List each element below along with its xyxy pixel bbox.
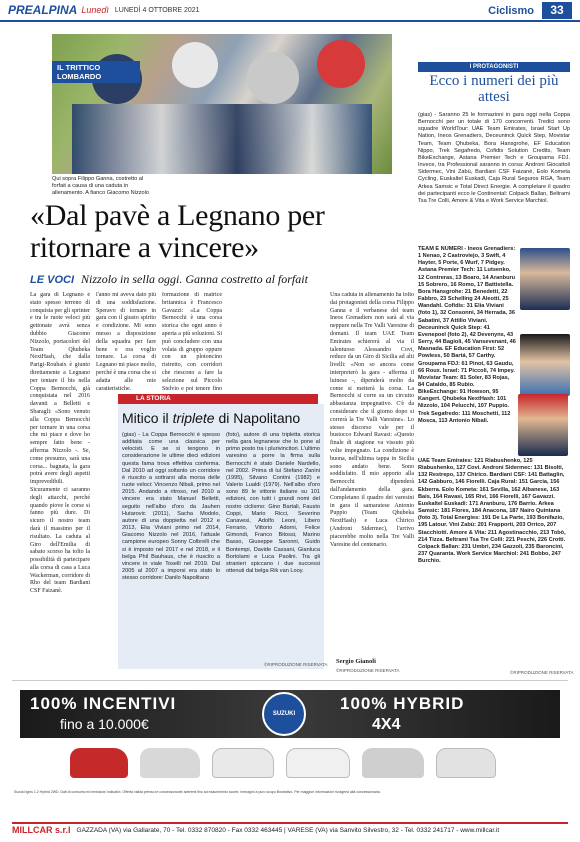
ad-fine-print: Suzuki Ignis 1.2 Hybrid 2WD. Dati di consumo ed emissioni indicativi. Offerta valida presso le concessionarie aderenti fino ad esaurimento scorte. Immagini a puro scopo illustrativo. Per maggiori informazioni rivolgersi alla concessionaria. (14, 790, 381, 794)
ad-amount: fino a 10.000€ (60, 716, 149, 732)
storia-title-prefix: Mitico il (122, 410, 173, 426)
article-column-1: La gara di Legnano è stato spesso terreno di conquista per gli sprinter e tra le ruote veloci più gettonate avrà senza dubbio Giacomo Nizzolo, portacolori del Team Qhubeka NextHash, che dalla Parigi-Roubaix è giunto direttamente a Legnano per tentare il bis nella Coppa Bernocchi, già conquistata nel 2016 davanti a Belletti e Sbaragli: «Sono venuto alla Coppa Bernocchi per tornare in una corsa che mi piace e dove ho sempre fatto bene - afferma Nizzolo -. Se, come presumo, sarà una corsa... bagnata, la gara potrà avere degli aspetti imprevedibili. Sicuramente ci saranno degli attacchi, perché quando piove le corse si fanno più dure. Di sicuro il nostro team darà il massimo per il risultato. La caduta al Giro dell'Emilia di sabato scorso ha tolto la possibilità di partecipare alla corsa di casa a Luca Wackerman, corridore di Rho del team Bardiani CSF Faizanè. (30, 292, 90, 595)
car-6 (436, 748, 496, 778)
section-name: Ciclismo (488, 5, 534, 17)
car-1 (70, 748, 128, 778)
ad-hybrid: 100% HYBRID (340, 694, 465, 713)
car-3 (212, 748, 274, 778)
car-2 (140, 748, 200, 778)
photo-tag: IL TRITTICO LOMBARDO (52, 61, 140, 83)
protagonisti-title: Ecco i numeri dei più attesi (429, 73, 559, 105)
newspaper-logo-sub: Lunedì (81, 5, 109, 15)
article-copyright: ©RIPRODUZIONE RISERVATA (336, 668, 400, 673)
storia-title (122, 410, 322, 426)
newspaper-logo: PREALPINA (8, 3, 78, 17)
protagonisti-label: I PROTAGONISTI (418, 62, 570, 72)
team-list-2: UAE Team Emirates: 121 Riabushenko, 125 Riabushenko, 127 Covi. Androni Sidermec: 131 Bisolti, 132 Restrepo, 137 Chirico. Bardiani CSF: 141 Battaglin, 142 Gabburo, 146 Fiorelli. Caja Rural: 151 Garcia, 156 Ekberra. Eolo Kometa: 161 Sevilla, 162 Albanese, 163 Bais, 164 Ravasi, 165 Rivi, 166 Fiorelli, 167 Gavazzi. Euskaltel Euskadi: 171 Aranburu, 176 Barrio. Arkea Samsic: 181 Flores, 184 Anacona, 187 Nairo Quintana (foto 3). Total Energies: 191 De La Parte, 193 Bonifazio, 195 Latour. Vini Zabù: 201 Frapporti, 203 Orrico, 207 Stacchiotti. Amore & Vita: 211 Agostinacchio, 213 Tobò, 214 Tizza. Beltrami Tsa Tre Colli: 221 Peschi, 226 Crotti. Colpack Ballan: 231 Umbri, 234 Gazzoli, 235 Baroncini, 237 Quaranta. Work Service Marchiol: 241 Bobbo, 247 Burchio. (418, 458, 566, 565)
ad-4x4: 4X4 (372, 716, 401, 733)
main-photo (52, 34, 392, 174)
article-author: Sergio Gianoli (336, 658, 376, 665)
article-kicker: LE VOCI (30, 274, 75, 286)
storia-title-suffix: di Napolitano (214, 410, 301, 426)
article-subheadline (30, 272, 420, 287)
article-column-3: formazione di matrice britannica è Francesco Gavazzi: «La Coppa Bernocchi è una corsa storica che ogni anno è aperta a più soluzioni. Si può concludere con una volata di gruppo oppure con un plotoncino ristretto, con corridori che riescono a fare la selezione sul Piccolo Stelvio e poi tenere fino (162, 292, 222, 392)
storia-label: LA STORIA (118, 394, 318, 404)
storia-copyright: ©RIPRODUZIONE RISERVATA (264, 662, 328, 667)
team-list-1: TEAM E NUMERI - Ineos Grenadiers: 1 Nenao, 2 Castroviejo, 3 Swift, 4 Hayter, 5 Porte, 6 Wurf, 7 Pidgey. Astana Premier Tech: 11 Lutsenko, 12 Contreras, 13 Boaro, 14 Aranburu 15 Sobrero, 16 Romo, 17 Battistella. Bora Hansgrohe: 21 Benedetti, 22 Fabbro, 23 Schelling 24 Aleotti, 25 Wandahl. Cofidis: 31 Elia Viviani (foto 1), 32 Consonni, 34 Herrada, 36 Sabatini, 37 Attilio Viviani. Deceuninck Quick Step: 41 Evenepoel (foto 2), 42 Devenyns, 43 Serry, 44 Bagioli, 45 Vansevenant, 46 Masnada. EF Education First: 52 Powless, 50 Bartá, 57 Carthy. Groupama FDJ: 61 Pinot, 63 Gaudu, 66 Roux. Israel: 71 Piccoli, 74 Impey. Movistar Team: 81 Soler, 83 Rojas, 84 Cataldo, 85 Rubio. BikeExchange: 91 Howson, 95 Kangert. Qhubeka NextHash: 101 Nizzolo, 104 Pelucchi, 107 Puppio. Trek Segafredo: 111 Moschetti, 112 Mosca, 113 Antonio Nibali. (418, 246, 516, 424)
article-headline: «Dal pavè a Legnano per ritornare a vincere» (30, 199, 325, 264)
ad-brand-badge (262, 692, 306, 736)
car-4 (286, 748, 350, 778)
storia-column-1: (gias) - La Coppa Bernocchi è spesso additata come una classica per velocisti. E se si tengono in considerazione le ultime dieci edizioni questa fama trova effettiva conferma. Dal 2010 ad oggi soltanto un corridore è riuscito a sottrarsi alla morsa delle ruote veloci: Vincenzo Nibali, primo nel 2015. Andando a ritroso, nel 2010 a vincere era stato Manuel Belletti, seguito nell'albo d'oro da Jauhen Hutarovic (2011), Sacha Modolo, autore di una doppietta nel 2012 e 2013, Elia Viviani primo nel 2014, Giacomo Nizzolo nel 2016, l'attuale campione europeo Sonny Colbrelli che si è imposto nel 2017 e nel 2018, e il belga Phil Bauhaus, che è riuscito a vincere in viale Toselli nel 2019. Dal 2005 al 2007 a imporsi era stato lo stesso corridore: Danilo Napolitano (122, 432, 220, 582)
ad-incentivi: 100% INCENTIVI (30, 694, 177, 713)
storia-column-2: (foto), autore di una tripletta storica nella gara legnanese che lo pone al primo posto tra i plurivincitori. L'ultimo varesino a porre la firma sulla Bernocchi è stato Daniele Nardello, nel 2002. Prima di lui Stefano Zanini (1995), Silvano Contini (1982) e Valerio Lualdi (1979). Nell'albo d'oro sono 89 le vittorie italiane su 101 edizioni, con tutti i grandi nomi del nostro ciclismo: Gino Bartali, Fausto Coppi, Mario Ricci, Severino Canavesi, Adolfo Leoni, Libero Ferrario, Vittorio Adorni, Felice Gimondi, Franco Bitossi, Marino Basso, Giuseppe Saronni, Guido Bontempi, Davide Cassani, Gianluca Bortolami e Luca Paolini. Tra gli stranieri spiccano i due successi ottenuti dal belga Rik van Looy. (226, 432, 320, 574)
article-column-2: l'anno mi aveva dato più di una soddisfazione. Speravo di tornare in gara con il giusto spirito e condizione. Mi sono messo a disposizione della squadra per fare bene e ora voglio tornare. La corsa di Legnano mi piace molto, perché è una corsa che si adatta alle mie caratteristiche. (96, 292, 156, 392)
storia-title-italic: triplete (172, 410, 215, 426)
dealer-brand: MILLCAR s.r.l (12, 825, 71, 835)
portrait-1 (520, 248, 570, 310)
ad-brand: SUZUKI (272, 711, 296, 717)
article-column-3b (228, 292, 320, 392)
portrait-2 (520, 334, 570, 396)
portrait-3 (518, 394, 568, 456)
photo-caption: Qui sopra Filippo Ganna, costretto al forfait a causa di una caduta in allenamento. A fianco Giacomo Nizzolo (52, 176, 150, 196)
page-number: 33 (542, 2, 572, 19)
protagonisti-intro: (gias) - Saranno 25 le formazioni in gara oggi nella Coppa Bernocchi per un totale di 170 concorrenti. Tredici sono squadre WorldTour: UAE Team Emirates, Israel Start Up Nation, Ineos Grenadiers, Deceuninck Quick Step, Movistar Team, Team Qhubeka, Bora Hansgrohe, EF Education Nippo, Trek Segafredo, Cofidis Solution Credits, Team BikeExchange, Astana Premier Tech e Groupama FDJ. Invece, tra Professional saranno in corsa: Androni Giocattoli Sidermec, Vini Zabù, Bardiani CSF Faizanè, Eolo Kometa Cycling, Euskaltel Euskadi, Caja Rural Seguros RGA, Team Arkea Samsic e Total Direct Energie. A completare il quadro dei partecipanti ecco le Continental: Colpack Ballan, Beltrami Tsa Tre Colli, Amore & Vita e Work Service Marchiol. (418, 112, 570, 204)
article-subtitle: Nizzolo in sella oggi. Ganna costretto al forfait (81, 272, 308, 286)
issue-date: LUNEDÌ 4 OTTOBRE 2021 (114, 6, 200, 14)
protagonisti-copyright: ©RIPRODUZIONE RISERVATA (510, 670, 574, 675)
car-5 (362, 748, 424, 778)
ad-footer (12, 822, 568, 836)
article-column-4: Una caduta in allenamento ha tolto dai protagonisti della corsa Filippo Ganna e il verbanese del team Ineos Grenadiers non sarà al via neppure nella Tre Valli Varesine di domani. Il team UAE Team Emirates schiererà al via il talentuoso Alessandro Covi, reduce da un Giro di Sicilia ad alti livelli: «Non so ancora come interpreterò la gara - afferma il luinese -, dipenderà molto da come si metterà la corsa. La Bernocchi si corre su un circuito abbastanza impegnativo. C'è da considerare che il giorno dopo si correrà la Tre Valli Varesine». Lo stesso discorso vale per il bustocco Edward Ravasi: «Questo finale di stagione va vissuto più volte impegnato. La condizione è buona, nell'ultima tappa in Sicilia sono andato bene. Sono soddisfatto. Il mio apporto alla Bernocchi dipenderà dall'andamento della gara. Completano il quadro dei varesini in gara il samaratese Antonio Puppio (Team Qhubeka NextHash) e Luca Chirico (Androni Sidermec), l'arrivo piacerebbe molto nella Tre Valli Varesine del centenario. (330, 292, 414, 548)
dealer-addresses: GAZZADA (VA) via Gallarate, 70 - Tel. 0332 870820 - Fax 0332 463445 | VARESE (VA) via Sanvito Silvestro, 32 - Tel. 0332 241717 - www.millcar.it (76, 826, 500, 834)
